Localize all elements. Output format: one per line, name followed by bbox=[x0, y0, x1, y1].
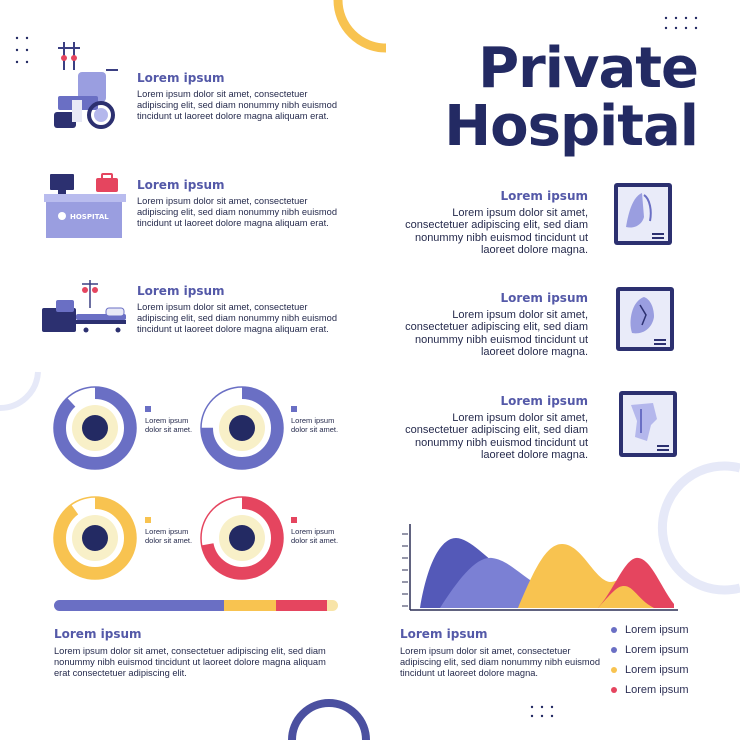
progress-segment-3 bbox=[276, 600, 327, 611]
progress-segment-2 bbox=[224, 600, 275, 611]
left-item-1 bbox=[137, 71, 337, 121]
donut-3 bbox=[54, 497, 136, 579]
left-item-2 bbox=[137, 178, 337, 228]
donut-label-1 bbox=[145, 406, 205, 434]
yellow-arc-decoration bbox=[338, 0, 386, 48]
left-item-text: Lorem ipsum dolor sit amet, consectetuer adipiscing elit, sed diam nonummy nibh euismod tincidunt ut laoreet dolore magna aliquam erat. bbox=[137, 302, 337, 334]
hospital-bed-icon bbox=[40, 278, 130, 338]
right-item-text: Lorem ipsum dolor sit amet, consectetuer adipiscing elit, sed diam nonummy nibh euismod tincidunt ut laoreet dolore magna. bbox=[405, 412, 588, 462]
dot-grid-top-left bbox=[16, 37, 28, 63]
progress-bar bbox=[54, 600, 338, 611]
legend-item bbox=[611, 664, 721, 676]
legend-dot bbox=[611, 627, 617, 633]
legend-label: Lorem ipsum bbox=[625, 624, 689, 636]
right-item-text: Lorem ipsum dolor sit amet, consectetuer adipiscing elit, sed diam nonummy nibh euismod tincidunt ut laoreet dolore magna. bbox=[405, 309, 588, 359]
donut-label-3-text: Lorem ipsum dolor sit amet. bbox=[145, 527, 193, 545]
legend-label: Lorem ipsum bbox=[625, 644, 689, 656]
donut-swatch-2 bbox=[291, 406, 297, 412]
right-item-heading: Lorem ipsum bbox=[500, 189, 588, 203]
chart-y-ticks bbox=[402, 534, 408, 606]
navy-arc-decoration bbox=[292, 703, 366, 740]
xray-spine-icon bbox=[617, 389, 679, 459]
area-chart bbox=[398, 520, 688, 620]
bottom-mid-text: Lorem ipsum dolor sit amet, consectetuer adipiscing elit, sed diam nonummy nibh euismod tincidunt ut laoreet dolore magna. bbox=[400, 646, 600, 678]
donut-swatch-1 bbox=[145, 406, 151, 412]
dot-grid-bottom bbox=[531, 706, 553, 717]
bottom-left-heading: Lorem ipsum bbox=[54, 627, 142, 641]
right-item-heading: Lorem ipsum bbox=[500, 291, 588, 305]
donut-label-4 bbox=[291, 517, 351, 545]
left-item-heading: Lorem ipsum bbox=[137, 71, 225, 85]
donut-swatch-4 bbox=[291, 517, 297, 523]
right-item-text: Lorem ipsum dolor sit amet, consectetuer adipiscing elit, sed diam nonummy nibh euismod tincidunt ut laoreet dolore magna. bbox=[405, 207, 588, 257]
right-item-3 bbox=[398, 394, 588, 462]
title-line-2: Hospital bbox=[444, 94, 698, 159]
right-item-heading: Lorem ipsum bbox=[500, 394, 588, 408]
progress-segment-1 bbox=[54, 600, 224, 611]
donut-swatch-3 bbox=[145, 517, 151, 523]
page-title bbox=[398, 36, 698, 159]
legend-item bbox=[611, 624, 721, 636]
legend-dot bbox=[611, 687, 617, 693]
bottom-mid-heading: Lorem ipsum bbox=[400, 627, 488, 641]
legend-label: Lorem ipsum bbox=[625, 664, 689, 676]
legend-label: Lorem ipsum bbox=[625, 684, 689, 696]
bottom-left-block bbox=[54, 627, 329, 678]
donut-label-2 bbox=[291, 406, 351, 434]
donut-1 bbox=[54, 387, 136, 469]
wheelchair-icon bbox=[46, 40, 126, 135]
desk-sign-text: HOSPITAL bbox=[70, 213, 109, 221]
legend-dot bbox=[611, 667, 617, 673]
light-arc-decoration bbox=[0, 372, 38, 408]
reception-desk-icon bbox=[44, 170, 128, 242]
donut-2 bbox=[201, 387, 283, 469]
left-item-3 bbox=[137, 284, 337, 334]
left-item-text: Lorem ipsum dolor sit amet, consectetuer adipiscing elit, sed diam nonummy nibh euismod tincidunt ut laoreet dolore magna aliquam erat. bbox=[137, 196, 337, 228]
legend-item bbox=[611, 644, 721, 656]
left-item-text: Lorem ipsum dolor sit amet, consectetuer adipiscing elit, sed diam nonummy nibh euismod tincidunt ut laoreet dolore magna aliquam erat. bbox=[137, 89, 337, 121]
legend-item bbox=[611, 684, 721, 696]
donut-label-1-text: Lorem ipsum dolor sit amet. bbox=[145, 416, 193, 434]
dot-grid-top-right bbox=[665, 17, 697, 29]
left-item-heading: Lorem ipsum bbox=[137, 178, 225, 192]
title-line-1: Private bbox=[478, 36, 698, 101]
xray-lung-icon bbox=[612, 181, 674, 247]
donut-label-4-text: Lorem ipsum dolor sit amet. bbox=[291, 527, 339, 545]
bottom-left-text: Lorem ipsum dolor sit amet, consectetuer adipiscing elit, sed diam nonummy nibh euismod tincidunt ut laoreet dolore magna aliquam erat consectetuer adipiscing elit. bbox=[54, 646, 326, 678]
donut-label-2-text: Lorem ipsum dolor sit amet. bbox=[291, 416, 339, 434]
right-item-1 bbox=[398, 189, 588, 257]
chart-legend bbox=[611, 624, 721, 696]
xray-heart-icon bbox=[614, 285, 676, 353]
left-item-heading: Lorem ipsum bbox=[137, 284, 225, 298]
right-item-2 bbox=[398, 291, 588, 359]
donut-4 bbox=[201, 497, 283, 579]
progress-segment-4 bbox=[327, 600, 338, 611]
bottom-mid-block bbox=[400, 627, 600, 678]
legend-dot bbox=[611, 647, 617, 653]
donut-label-3 bbox=[145, 517, 205, 545]
